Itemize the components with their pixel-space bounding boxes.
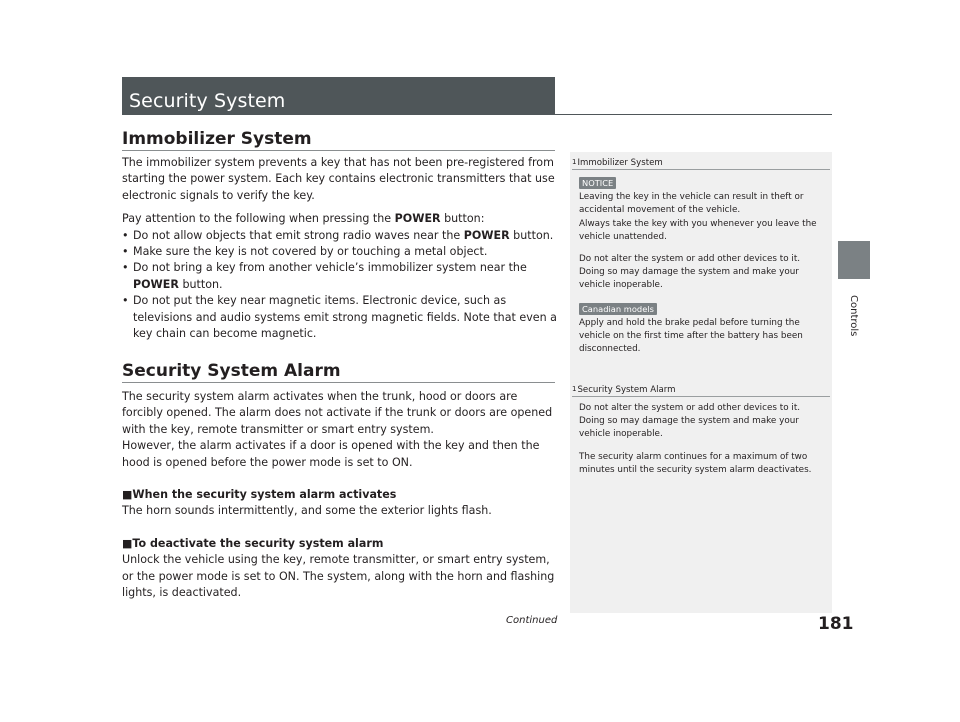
notice-text-2: Always take the key with you whenever you leave the vehicle unattended. — [579, 218, 817, 242]
note-alarm-text-1: Do not alter the system or add other devices to it. Doing so may damage the system and make your vehicle inoperable. — [579, 403, 801, 440]
alarm-subheading-activates: ■When the security system alarm activates — [122, 488, 397, 502]
note-immobilizer-body — [579, 177, 827, 356]
note-immobilizer-title: 1Immobilizer System — [572, 158, 663, 168]
alarm-heading: Security System Alarm — [122, 361, 341, 381]
alarm-para1: The security system alarm activates when the trunk, hood or doors are forcibly opened. The alarm does not activate if the trunk or doors are opened with the key, remote transmitter or smart entry system. — [122, 390, 553, 436]
alarm-deactivate-text: Unlock the vehicle using the key, remote transmitter, or smart entry system, or the power mode is set to ON. The system, along with the horn and flashing lights, is deactivated. — [122, 553, 555, 600]
note-alarm-body — [579, 402, 827, 477]
immobilizer-bullet: • Do not bring a key from another vehicle’s immobilizer system near the POWER button. — [122, 261, 527, 291]
continued-label: Continued — [506, 615, 558, 626]
immobilizer-heading: Immobilizer System — [122, 129, 312, 149]
immobilizer-bullet: • Do not put the key near magnetic items. Electronic device, such as televisions and audio systems emit strong magnetic fields. Note that even a key chain can become magnetic. — [122, 294, 557, 341]
immobilizer-bullet: • Do not allow objects that emit strong radio waves near the POWER button. — [122, 228, 554, 242]
alarm-activates-text: The horn sounds intermittently, and some the exterior lights flash. — [122, 504, 492, 518]
alarm-heading-rule — [122, 382, 555, 383]
chapter-label: Controls — [848, 295, 859, 337]
note-immobilizer-text: Do not alter the system or add other devices to it. Doing so may damage the system and make your vehicle inoperable. — [579, 254, 801, 291]
page-number: 181 — [818, 614, 854, 634]
immobilizer-intro: The immobilizer system prevents a key that has not been pre-registered from starting the power system. Each key contains electronic transmitters that use electronic signals to verify the key. — [122, 156, 555, 202]
notice-badge: NOTICE — [579, 177, 616, 189]
note-alarm-text-2: The security alarm continues for a maximum of two minutes until the security system alarm deactivates. — [579, 451, 812, 475]
alarm-subheading-deactivate: ■To deactivate the security system alarm — [122, 536, 384, 550]
notice-text-1: Leaving the key in the vehicle can result in theft or accidental movement of the vehicle. — [579, 192, 804, 216]
banner-rule — [555, 114, 832, 115]
alarm-para2: However, the alarm activates if a door is opened with the key and then the hood is opened before the power mode is set to ON. — [122, 439, 540, 469]
immobilizer-attention: Pay attention to the following when pressing the POWER button: — [122, 212, 485, 226]
immobilizer-bullet: • Make sure the key is not covered by or touching a metal object. — [122, 245, 488, 259]
chapter-tab — [838, 241, 870, 279]
canadian-models-text: Apply and hold the brake pedal before turning the vehicle on the first time after the battery has been disconnected. — [579, 317, 803, 355]
immobilizer-body — [122, 155, 560, 342]
note-alarm-rule — [572, 396, 830, 397]
immobilizer-heading-rule — [122, 150, 555, 151]
section-title: Security System — [129, 90, 286, 112]
note-immobilizer-rule — [572, 169, 830, 170]
alarm-body — [122, 389, 560, 601]
note-alarm-title: 1Security System Alarm — [572, 385, 676, 395]
canadian-models-badge: Canadian models — [579, 303, 657, 315]
